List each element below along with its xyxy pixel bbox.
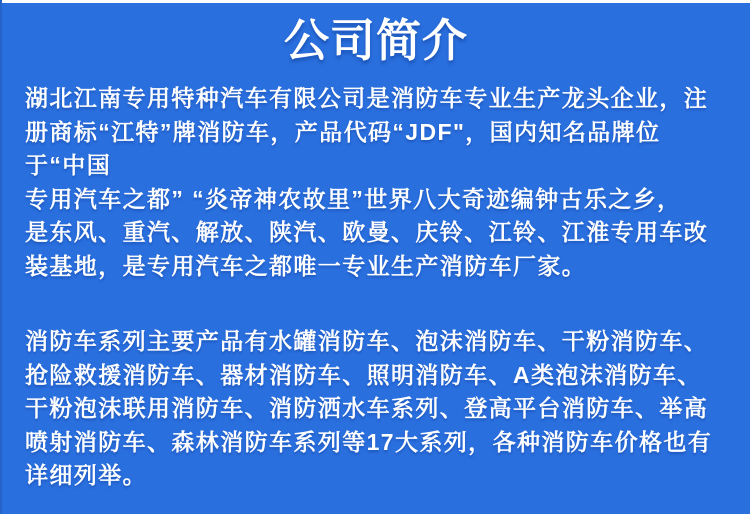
company-intro-paragraph-1: [25, 82, 730, 283]
intro-line: 专用汽车之都” “炎帝神农故里”世界八大奇迹编钟古乐之乡，: [25, 185, 682, 212]
product-series-line: 抢险救援消防车、器材消防车、照明消防车、A类泡沫消防车、: [25, 361, 702, 388]
intro-line: 是东风、重汽、解放、陕汽、欧曼、庆铃、江铃、江淮专用车改: [25, 219, 709, 245]
intro-line: 装基地，是专用汽车之都唯一专业生产消防车厂家。: [25, 252, 587, 279]
intro-line: 册商标“江特”牌消防车，产品代码“JDF"，国内知名品牌位: [25, 118, 661, 145]
product-series-line: 干粉泡沫联用消防车、消防洒水车系列、登高平台消防车、举高: [25, 395, 709, 421]
top-white-strip: [2, 0, 750, 3]
company-intro-paragraph-2: [25, 325, 730, 493]
company-intro-content: [2, 82, 750, 493]
product-series-line: 喷射消防车、森林消防车系列等17大系列，各种消防车价格也有: [25, 428, 713, 455]
product-series-line: 详细列举。: [25, 462, 147, 488]
page-title: 公司简介: [283, 15, 468, 66]
product-series-line: 消防车系列主要产品有水罐消防车、泡沫消防车、干粉消防车、: [25, 328, 709, 354]
intro-line: 于“中国: [25, 152, 112, 178]
intro-line: 湖北江南专用特种汽车有限公司是消防车专业生产龙头企业，注: [25, 85, 709, 111]
